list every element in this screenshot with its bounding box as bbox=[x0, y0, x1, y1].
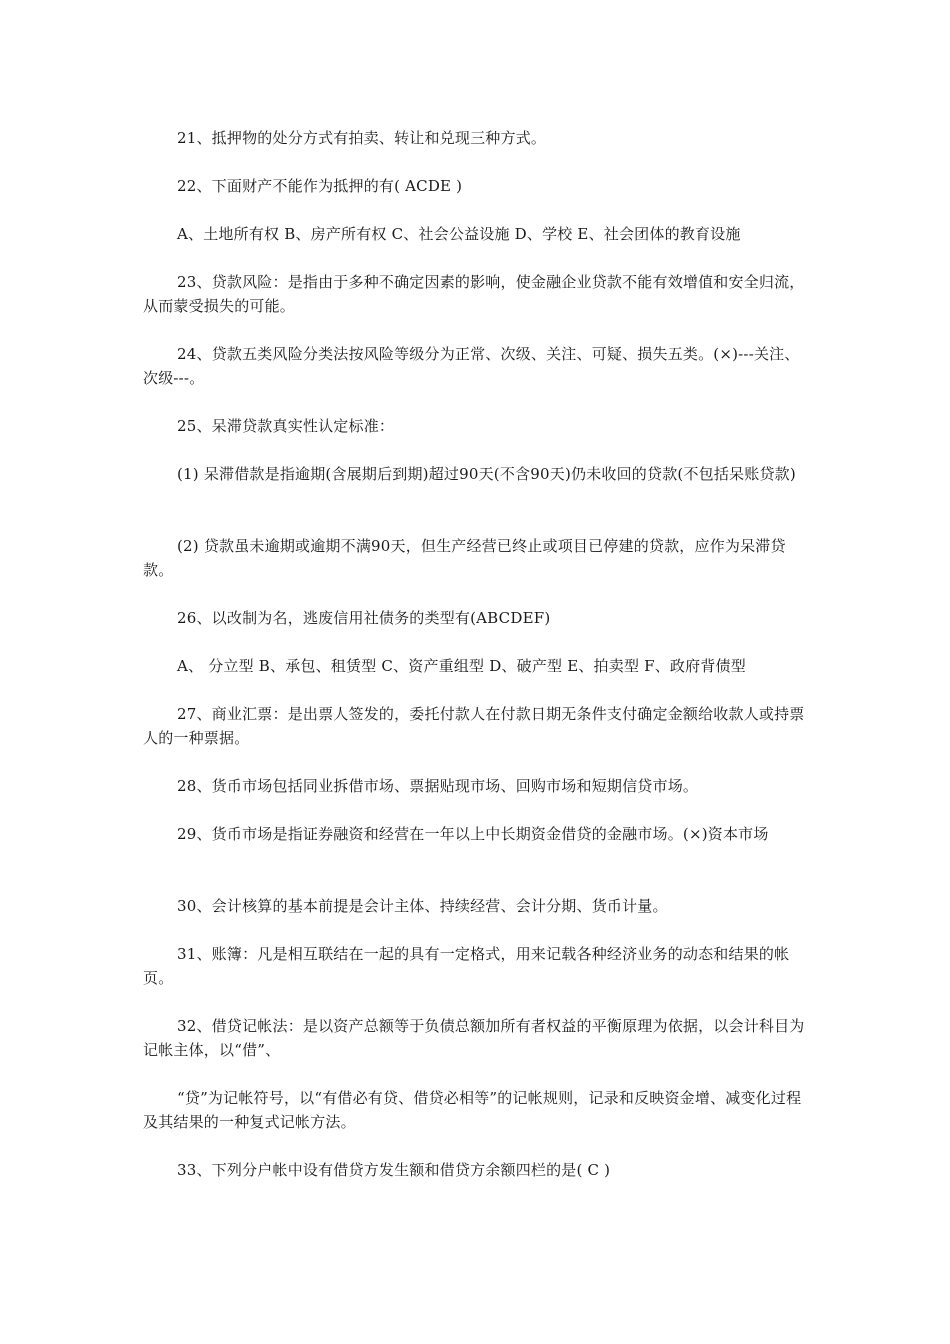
paragraph-31: 31、账簿：凡是相互联结在一起的具有一定格式，用来记载各种经济业务的动态和结果的帐页。 bbox=[143, 945, 790, 987]
paragraph-25: 25、呆滞贷款真实性认定标准： bbox=[177, 417, 395, 435]
paragraph-23: 23、贷款风险：是指由于多种不确定因素的影响，使金融企业贷款不能有效增值和安全归流，从而蒙受损失的可能。 bbox=[143, 273, 805, 315]
paragraph-22-options: A、土地所有权 B、房产所有权 C、社会公益设施 D、学校 E、社会团体的教育设施 bbox=[177, 225, 741, 243]
paragraph-26: 26、以改制为名，逃废信用社债务的类型有(ABCDEF) bbox=[177, 609, 551, 627]
paragraph-25-item-1: (1) 呆滞借款是指逾期(含展期后到期)超过90天(不含90天)仍未收回的贷款(不包括呆账贷款) bbox=[177, 465, 796, 483]
paragraph-30: 30、会计核算的基本前提是会计主体、持续经营、会计分期、货币计量。 bbox=[177, 897, 668, 915]
paragraph-33: 33、下列分户帐中设有借贷方发生额和借贷方余额四栏的是( C ) bbox=[177, 1161, 611, 1179]
paragraph-24: 24、贷款五类风险分类法按风险等级分为正常、次级、关注、可疑、损失五类。(×)---关注、次级---。 bbox=[143, 345, 800, 387]
paragraph-32: 32、借贷记帐法：是以资产总额等于负债总额加所有者权益的平衡原理为依据，以会计科目为记帐主体，以“借”、 bbox=[143, 1017, 805, 1059]
paragraph-28: 28、货币市场包括同业拆借市场、票据贴现市场、回购市场和短期信贷市场。 bbox=[177, 777, 699, 795]
paragraph-26-options: A、 分立型 B、承包、租赁型 C、资产重组型 D、破产型 E、拍卖型 F、政府背债型 bbox=[177, 657, 746, 675]
paragraph-29: 29、货币市场是指证券融资和经营在一年以上中长期资金借贷的金融市场。(×)资本市场 bbox=[177, 825, 769, 843]
paragraph-27: 27、商业汇票：是出票人签发的，委托付款人在付款日期无条件支付确定金额给收款人或持票人的一种票据。 bbox=[143, 705, 805, 747]
paragraph-22: 22、下面财产不能作为抵押的有( ACDE ) bbox=[177, 177, 463, 195]
paragraph-32-continued: “贷”为记帐符号，以“有借必有贷、借贷必相等”的记帐规则，记录和反映资金增、减变化过程及其结果的一种复式记帐方法。 bbox=[143, 1089, 802, 1131]
paragraph-21: 21、抵押物的处分方式有拍卖、转让和兑现三种方式。 bbox=[177, 129, 547, 147]
paragraph-25-item-2: (2) 贷款虽未逾期或逾期不满90天，但生产经营已终止或项目已停建的贷款，应作为呆滞贷款。 bbox=[143, 537, 786, 579]
